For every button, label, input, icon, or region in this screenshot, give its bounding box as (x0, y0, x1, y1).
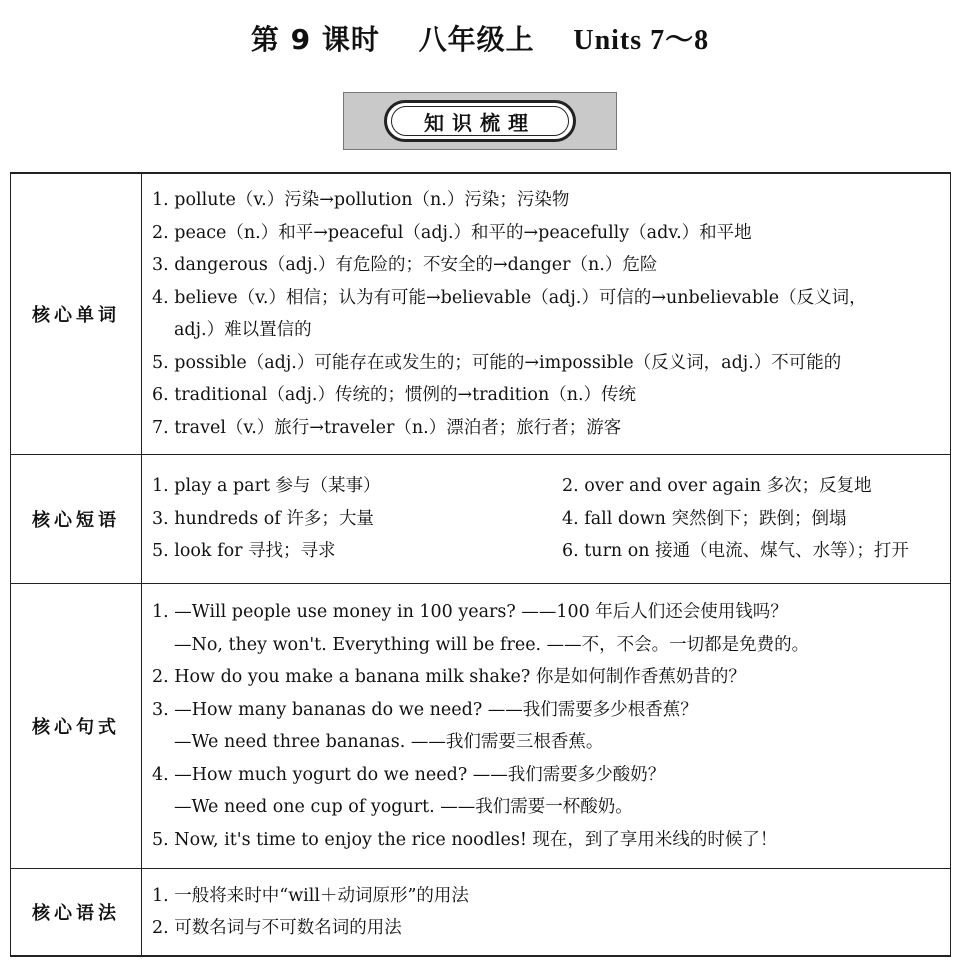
sentences-content (142, 584, 951, 869)
word-line: 5. possible（adj.）可能存在或发生的；可能的→impossible（反义词，adj.）不可能的 (152, 352, 842, 373)
word-line: 4. believe（v.）相信；认为有可能→believable（adj.）可信的→unbelievable（反义词， (152, 287, 867, 308)
phrase-item: 3. hundreds of 许多；大量 (152, 508, 374, 529)
sentence-line-reply: —We need three bananas. ——我们需要三根香蕉。 (174, 732, 604, 752)
sentence-line: 3. —How many bananas do we need? ——我们需要多少根香蕉？ (152, 699, 698, 720)
badge-label: 知识梳理 (391, 106, 569, 136)
word-line: 6. traditional（adj.）传统的；惯例的→tradition（n.）传统 (152, 385, 637, 405)
sentence-line-reply: —No, they won't. Everything will be free. ——不，不会。一切都是免费的。 (174, 634, 810, 655)
phrase-item: 4. fall down 突然倒下；跌倒；倒塌 (562, 508, 847, 529)
grammar-label: 核心语法 (11, 869, 142, 957)
sentence-line: 2. How do you make a banana milk shake? 你是如何制作香蕉奶昔的？ (152, 667, 746, 687)
section-badge (343, 92, 617, 150)
units-label: Units 7～8 (573, 25, 710, 56)
phrase-item: 6. turn on 接通（电流、煤气、水等）；打开 (562, 541, 909, 562)
word-line: 1. pollute（v.）污染→pollution（n.）污染；污染物 (152, 190, 570, 210)
grammar-content (142, 869, 951, 957)
grammar-line: 2. 可数名词与不可数名词的用法 (152, 918, 402, 938)
word-line: 3. dangerous（adj.）有危险的；不安全的→danger（n.）危险 (152, 255, 658, 275)
sentences-row (11, 584, 951, 869)
sentence-line: 4. —How much yogurt do we need? ——我们需要多少酸奶？ (152, 764, 666, 785)
word-line-continued: adj.）难以置信的 (174, 320, 312, 340)
phrases-label: 核心短语 (11, 455, 142, 584)
phrases-row (11, 455, 951, 584)
knowledge-table (10, 172, 951, 957)
word-line: 2. peace（n.）和平→peaceful（adj.）和平的→peacefully（adv.）和平地 (152, 222, 752, 243)
phrases-grid (152, 470, 940, 568)
lesson-number: 第 9 课时 (250, 23, 380, 56)
word-line: 7. travel（v.）旅行→traveler（n.）漂泊者；旅行者；游客 (152, 417, 622, 438)
grammar-line: 1. 一般将来时中“will＋动词原形”的用法 (152, 885, 469, 906)
grade-label: 八年级上 (418, 23, 535, 56)
words-content (142, 173, 951, 455)
phrase-item: 2. over and over again 多次；反复地 (562, 476, 872, 497)
sentence-line: 5. Now, it's time to enjoy the rice noodles! 现在，到了享用米线的时候了！ (152, 829, 778, 850)
badge-ring (384, 100, 576, 142)
sentence-line-reply: —We need one cup of yogurt. ——我们需要一杯酸奶。 (174, 797, 633, 817)
page-title (0, 18, 960, 58)
phrase-item: 1. play a part 参与（某事） (152, 476, 381, 497)
phrases-content (142, 455, 951, 584)
words-label: 核心单词 (11, 173, 142, 455)
sentences-label: 核心句式 (11, 584, 142, 869)
sentence-line: 1. —Will people use money in 100 years? ——100 年后人们还会使用钱吗？ (152, 602, 788, 622)
grammar-row (11, 869, 951, 957)
words-row (11, 173, 951, 455)
phrase-item: 5. look for 寻找；寻求 (152, 541, 336, 562)
